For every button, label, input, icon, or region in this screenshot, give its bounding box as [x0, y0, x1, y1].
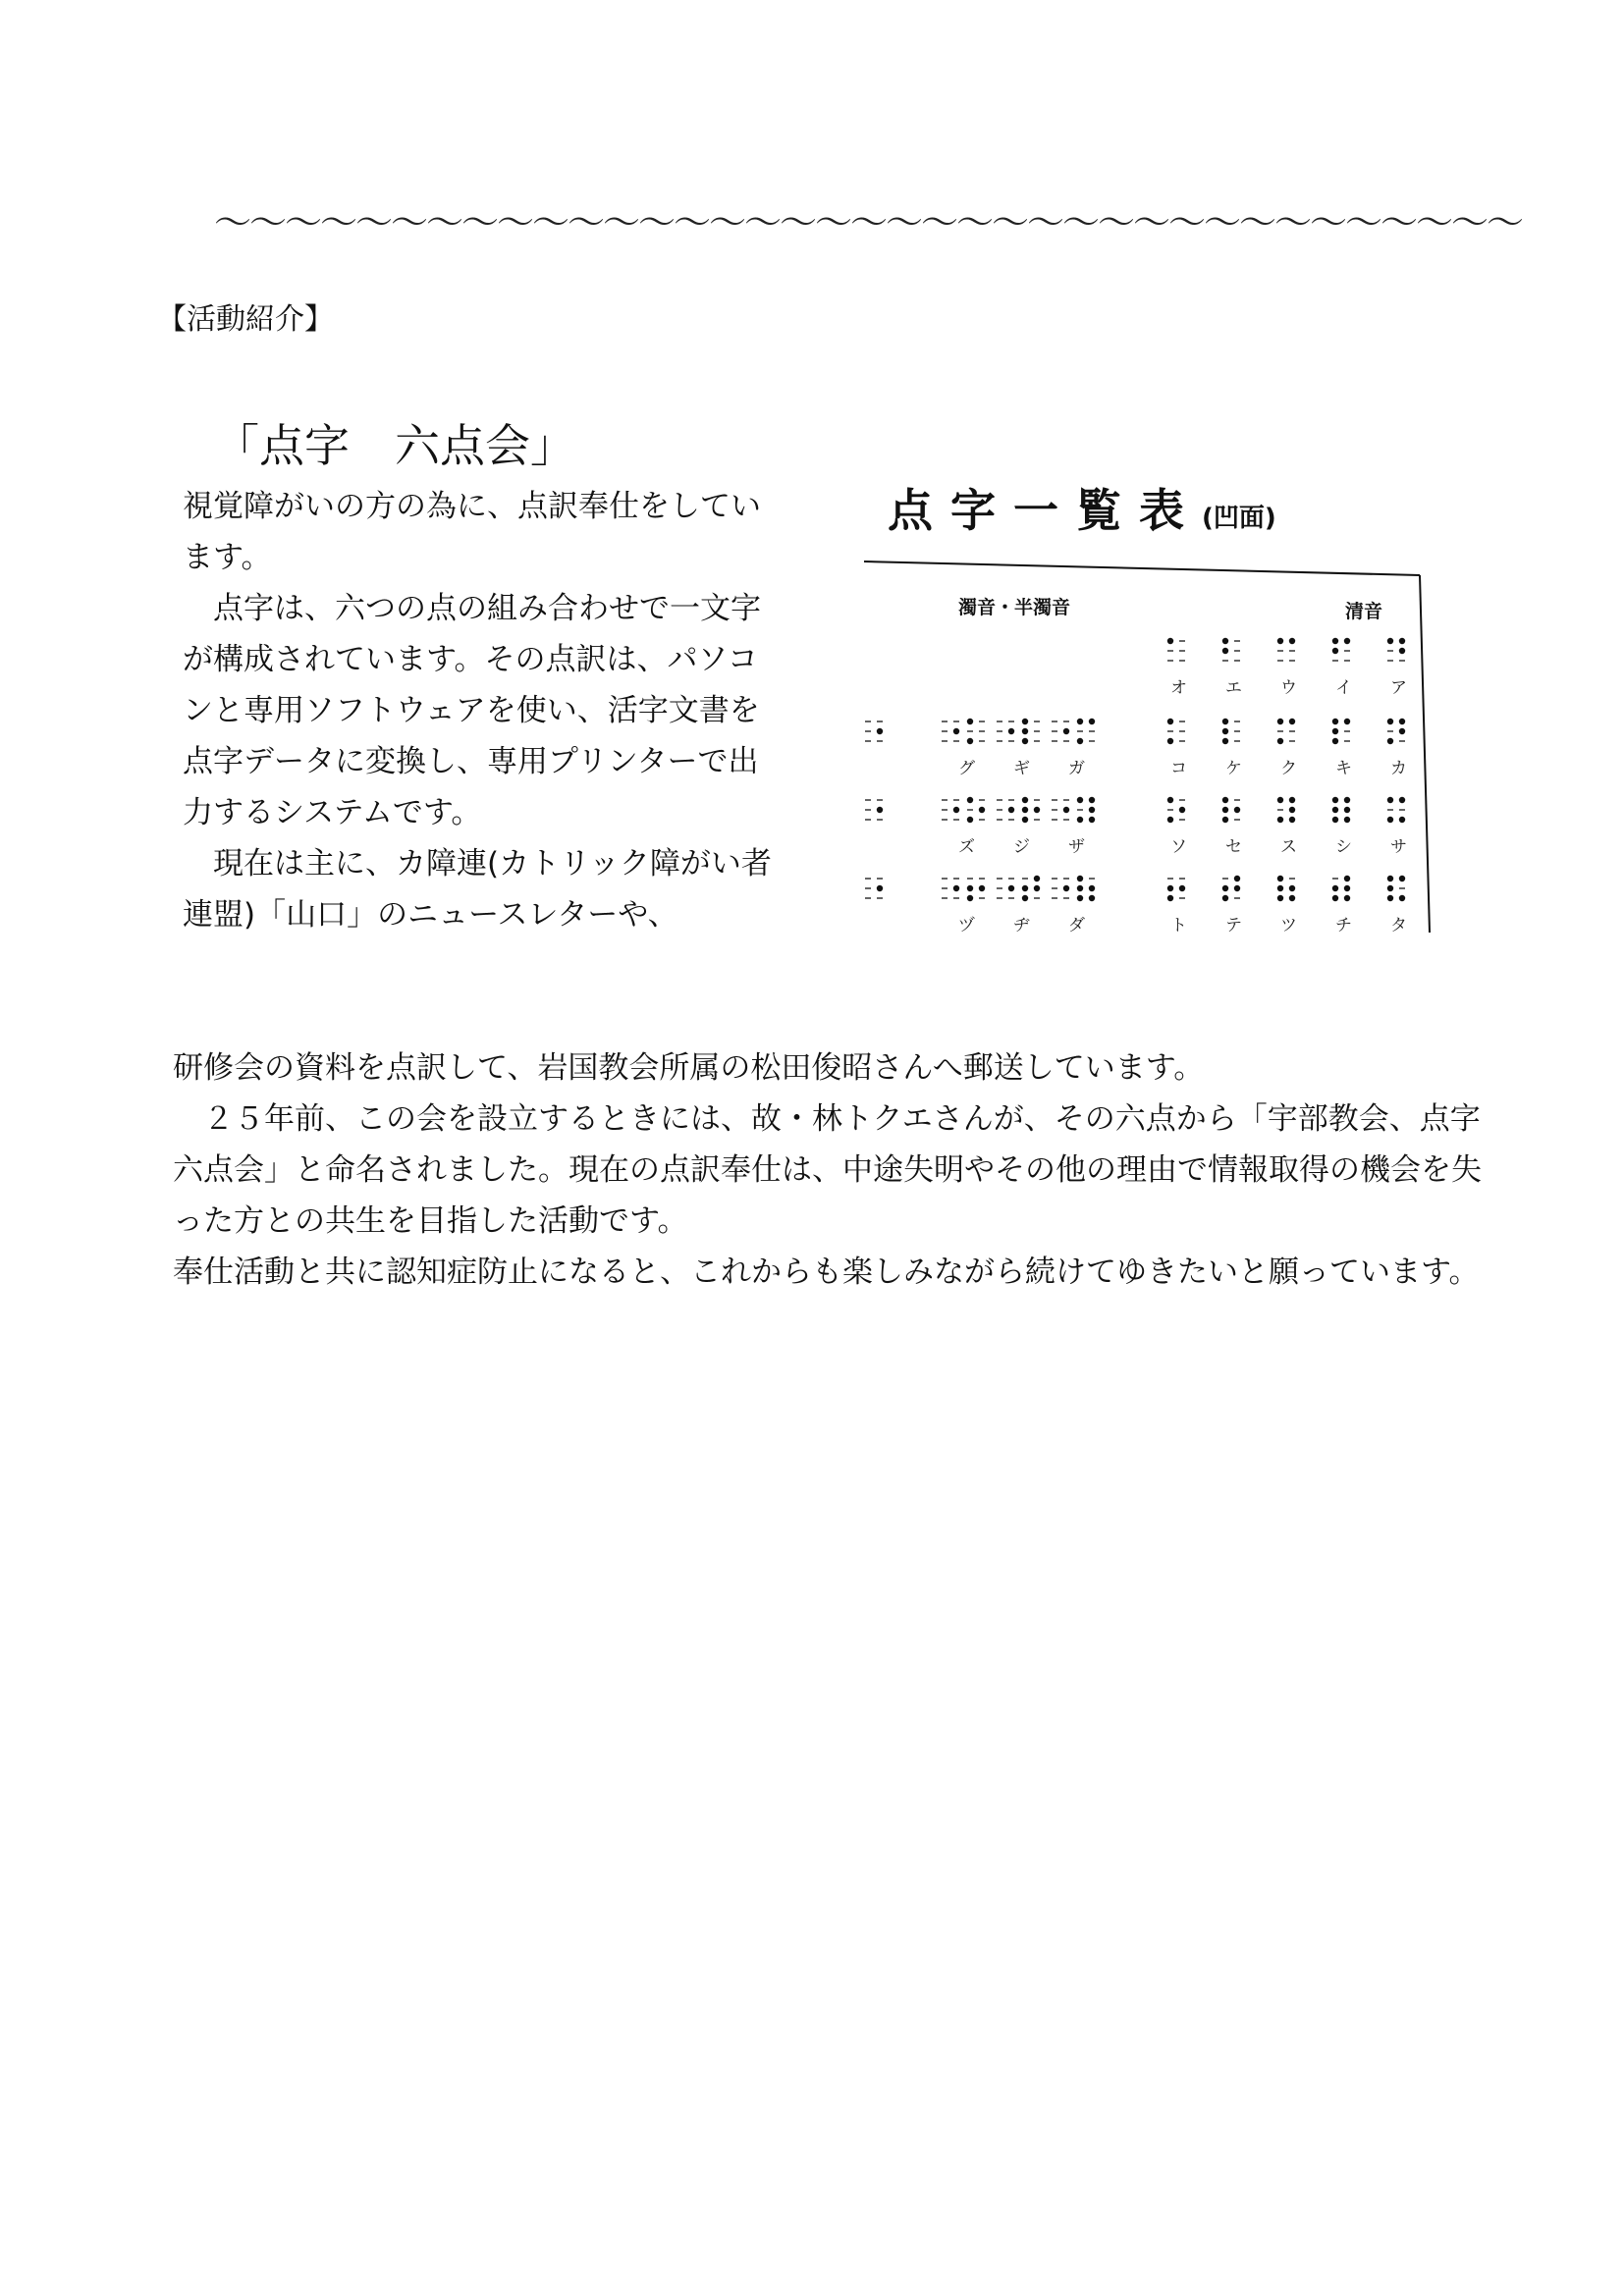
braille-cell-icon	[1274, 717, 1300, 746]
braille-cell-icon	[1384, 795, 1410, 825]
kana-label: サ	[1390, 837, 1407, 857]
kana-label: エ	[1225, 678, 1242, 698]
braille-cell-icon	[1219, 874, 1245, 903]
kana-label: ズ	[958, 837, 975, 857]
braille-cell-icon	[1384, 636, 1410, 666]
braille-cell-icon	[1274, 636, 1300, 666]
paragraph: 研修会の資料を点訳して、岩国教会所属の松田俊昭さんへ郵送しています。	[173, 1050, 1205, 1086]
braille-cell-icon	[862, 795, 888, 825]
braille-cell-icon	[994, 874, 1019, 903]
kana-label: ダ	[1068, 916, 1085, 935]
braille-cell-icon	[1049, 795, 1074, 825]
braille-cell-icon	[1219, 636, 1245, 666]
kana-label: ケ	[1225, 759, 1242, 778]
kana-label: グ	[958, 759, 975, 778]
kana-label: ヅ	[958, 916, 975, 935]
braille-table-figure	[852, 454, 1441, 934]
paragraph: ２５年前、この会を設立するときには、故・林トクエさんが、その六点から「宇部教会、点字 六点会」と命名されました。現在の点訳奉仕は、中途失明やその他の理由で情報取得の機会を失った方との共生を目指した活動です。	[173, 1101, 1511, 1239]
paragraph: 現在は主に、カ障連(カトリック障がい者連盟)「山口」のニュースレターや、	[183, 846, 772, 933]
kana-label: ト	[1170, 916, 1187, 935]
kana-label: オ	[1170, 678, 1187, 698]
braille-cell-icon	[994, 795, 1019, 825]
group-label-seion: 清音	[1345, 601, 1383, 622]
braille-cell-icon	[1074, 795, 1100, 825]
kana-label: キ	[1335, 759, 1352, 778]
braille-cell-icon	[862, 874, 888, 903]
section-label: 【活動紹介】	[157, 302, 334, 337]
figure-frame	[852, 454, 1441, 934]
braille-cell-icon	[1164, 874, 1190, 903]
braille-cell-icon	[1329, 795, 1355, 825]
group-label-dakuon: 濁音・半濁音	[958, 597, 1071, 618]
wide-text-block	[173, 1042, 1511, 1298]
braille-cell-icon	[1049, 874, 1074, 903]
kana-label: ジ	[1013, 837, 1030, 857]
kana-label: テ	[1225, 916, 1242, 935]
braille-cell-icon	[1219, 717, 1245, 746]
paragraph: 視覚障がいの方の為に、点訳奉仕をしています。	[183, 489, 761, 575]
braille-cell-icon	[862, 717, 888, 746]
kana-label: セ	[1225, 837, 1242, 857]
kana-label: タ	[1390, 916, 1407, 935]
braille-cell-icon	[1049, 717, 1074, 746]
braille-cell-icon	[939, 874, 964, 903]
article-title: 「点字 六点会」	[214, 419, 575, 472]
braille-cell-icon	[939, 717, 964, 746]
braille-cell-icon	[1329, 636, 1355, 666]
kana-label: コ	[1170, 759, 1187, 778]
kana-label: ヂ	[1013, 916, 1030, 935]
braille-cell-icon	[964, 717, 990, 746]
braille-cell-icon	[939, 795, 964, 825]
braille-cell-icon	[964, 874, 990, 903]
braille-cell-icon	[1074, 874, 1100, 903]
figure-subtitle: (凹面)	[1202, 504, 1276, 533]
braille-cell-icon	[1274, 874, 1300, 903]
paragraph: 点字は、六つの点の組み合わせで一文字が構成されています。その点訳は、パソコンと専用ソフトウェアを使い、活字文書を点字データに変換し、専用プリンターで出力するシステムです。	[183, 591, 761, 830]
braille-cell-icon	[1019, 717, 1045, 746]
kana-label: ザ	[1068, 837, 1085, 857]
figure-title-text: 点字一覧表	[888, 484, 1202, 537]
braille-cell-icon	[1164, 795, 1190, 825]
wave-divider: 〜〜〜〜〜〜〜〜〜〜〜〜〜〜〜〜〜〜〜〜〜〜〜〜〜〜〜〜〜〜〜〜〜〜〜〜〜	[214, 201, 1523, 244]
braille-cell-icon	[1219, 795, 1245, 825]
kana-label: カ	[1390, 759, 1407, 778]
braille-cell-icon	[1164, 717, 1190, 746]
braille-cell-icon	[1074, 717, 1100, 746]
braille-cell-icon	[1329, 874, 1355, 903]
kana-label: ソ	[1170, 837, 1187, 857]
kana-label: シ	[1335, 837, 1352, 857]
braille-cell-icon	[1164, 636, 1190, 666]
kana-label: イ	[1335, 678, 1352, 698]
braille-cell-icon	[964, 795, 990, 825]
braille-cell-icon	[1384, 874, 1410, 903]
braille-cell-icon	[1274, 795, 1300, 825]
kana-label: ク	[1280, 759, 1297, 778]
kana-label: ガ	[1068, 759, 1085, 778]
kana-label: ス	[1280, 837, 1297, 857]
paragraph: 奉仕活動と共に認知症防止になると、これからも楽しみながら続けてゆきたいと願っています。	[173, 1255, 1480, 1290]
kana-label: ツ	[1280, 916, 1297, 935]
kana-label: ア	[1390, 678, 1407, 698]
kana-label: ウ	[1280, 678, 1297, 698]
kana-label: チ	[1335, 916, 1352, 935]
braille-cell-icon	[1329, 717, 1355, 746]
braille-cell-icon	[1019, 874, 1045, 903]
braille-cell-icon	[1019, 795, 1045, 825]
braille-cell-icon	[1384, 717, 1410, 746]
kana-label: ギ	[1013, 759, 1030, 778]
narrow-text-column	[183, 481, 784, 940]
braille-cell-icon	[994, 717, 1019, 746]
